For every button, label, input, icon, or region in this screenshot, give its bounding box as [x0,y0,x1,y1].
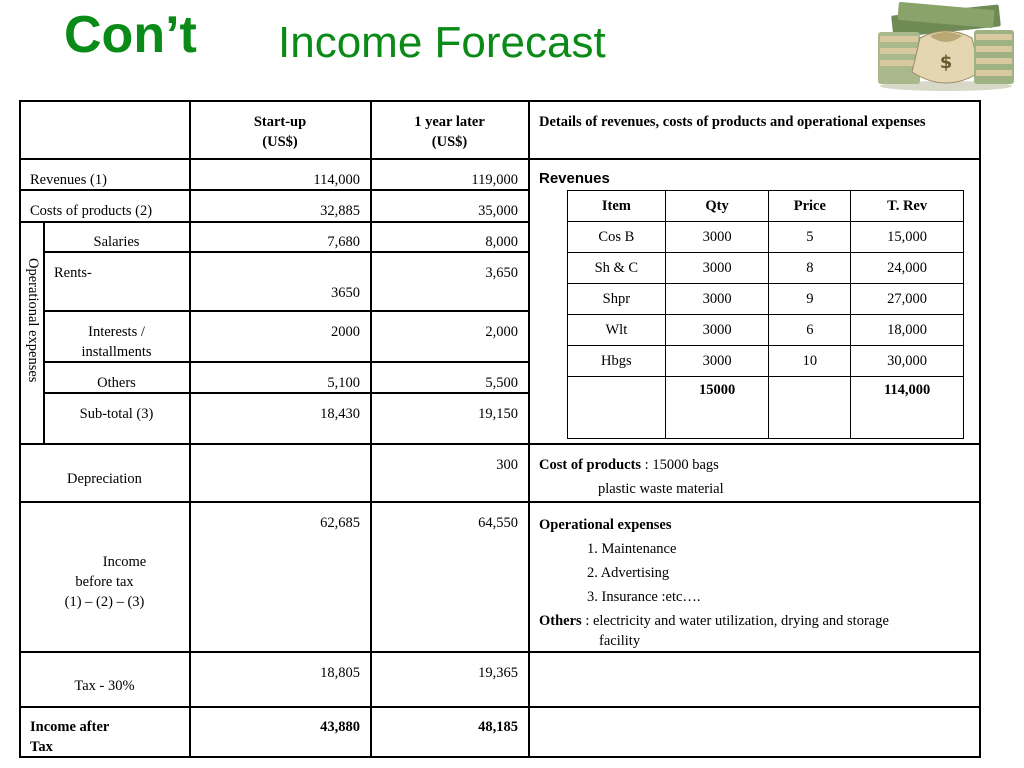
col-header-total-rev: T. Rev [851,191,964,222]
salaries-label: Salaries [93,234,140,250]
tax-startup: 18,805 [320,665,360,681]
rents-later: 3,650 [485,265,518,281]
revenues-detail-table [567,190,964,439]
item-cell: Cos B [568,222,666,253]
total-price-cell [769,377,851,439]
item-cell: Hbgs [568,346,666,377]
operational-expenses-detail: Operational expenses 1. Maintenance 2. Advertising 3. Insurance :etc…. Others : electricity and water utilization, drying and storage facility [529,507,979,657]
cost-of-products-detail: Cost of products : 15000 bags plastic waste material [539,457,724,497]
total-rev-cell: 114,000 [851,377,964,439]
rents-label: Rents- [54,265,92,281]
rents-startup: 3650 [331,285,360,301]
price-cell: 8 [769,253,851,284]
qty-cell: 3000 [665,346,769,377]
income-after-tax-later: 48,185 [478,719,518,735]
rev-cell: 27,000 [851,284,964,315]
tax-later: 19,365 [478,665,518,681]
operational-expenses-label: Operational expenses [539,517,672,533]
header-startup: Start-up (US$) [253,114,307,150]
revenues-label: Revenues (1) [30,172,107,188]
total-row [568,377,964,439]
cost-of-products-label: Cost of products [539,457,642,473]
others-startup: 5,100 [327,375,360,391]
table-row [568,284,964,315]
others-detail-label: Others [539,613,582,629]
rev-cell: 30,000 [851,346,964,377]
income-before-tax-label: Income before tax (1) – (2) – (3) [64,554,147,610]
rev-cell: 24,000 [851,253,964,284]
income-before-tax-startup: 62,685 [320,515,360,531]
svg-text:$: $ [939,52,953,73]
costs-startup: 32,885 [320,203,360,219]
total-qty-cell: 15000 [665,377,769,439]
col-header-price: Price [769,191,851,222]
list-item: 2. Advertising [587,565,670,581]
others-later: 5,500 [485,375,518,391]
subtotal-label: Sub-total (3) [79,406,154,422]
others-label: Others [97,375,136,391]
header-details: Details of revenues, costs of products and operational expenses [539,114,926,130]
revenues-startup: 114,000 [313,172,360,188]
rev-cell: 18,000 [851,315,964,346]
interests-label: Interests / installments [81,324,152,360]
income-before-tax-later: 64,550 [478,515,518,531]
item-cell: Shpr [568,284,666,315]
table-row [568,315,964,346]
table-row [568,346,964,377]
interests-later: 2,000 [485,324,518,340]
interests-startup: 2000 [331,324,360,340]
opex-group-label: Operational expenses [25,258,41,383]
table-row [568,253,964,284]
price-cell: 6 [769,315,851,346]
income-after-tax-label: Income after Tax [30,719,110,755]
costs-later: 35,000 [478,203,518,219]
price-cell: 9 [769,284,851,315]
depreciation-later: 300 [496,457,518,473]
price-cell: 5 [769,222,851,253]
page-title: Income Forecast [278,18,606,67]
costs-label: Costs of products (2) [30,203,153,219]
rev-cell: 15,000 [851,222,964,253]
revenues-later: 119,000 [471,172,518,188]
depreciation-label: Depreciation [67,471,142,487]
total-item-cell [568,377,666,439]
table-row [568,222,964,253]
revenues-detail-title: Revenues [539,170,610,187]
list-item: 3. Insurance :etc…. [587,589,701,605]
qty-cell: 3000 [665,315,769,346]
salaries-startup: 7,680 [327,234,360,250]
subtotal-later: 19,150 [478,406,518,422]
revenues-detail-header-row [568,191,964,222]
money-bags-image [872,2,1020,92]
list-item: 1. Maintenance [587,541,677,557]
item-cell: Sh & C [568,253,666,284]
item-cell: Wlt [568,315,666,346]
header-one-year-later: 1 year later (US$) [414,114,485,150]
income-after-tax-startup: 43,880 [320,719,360,735]
tax-label: Tax - 30% [74,678,135,694]
qty-cell: 3000 [665,284,769,315]
subtotal-startup: 18,430 [320,406,360,422]
qty-cell: 3000 [665,222,769,253]
col-header-item: Item [568,191,666,222]
salaries-later: 8,000 [485,234,518,250]
price-cell: 10 [769,346,851,377]
qty-cell: 3000 [665,253,769,284]
col-header-qty: Qty [665,191,769,222]
title-prefix: Con’t [64,6,197,64]
